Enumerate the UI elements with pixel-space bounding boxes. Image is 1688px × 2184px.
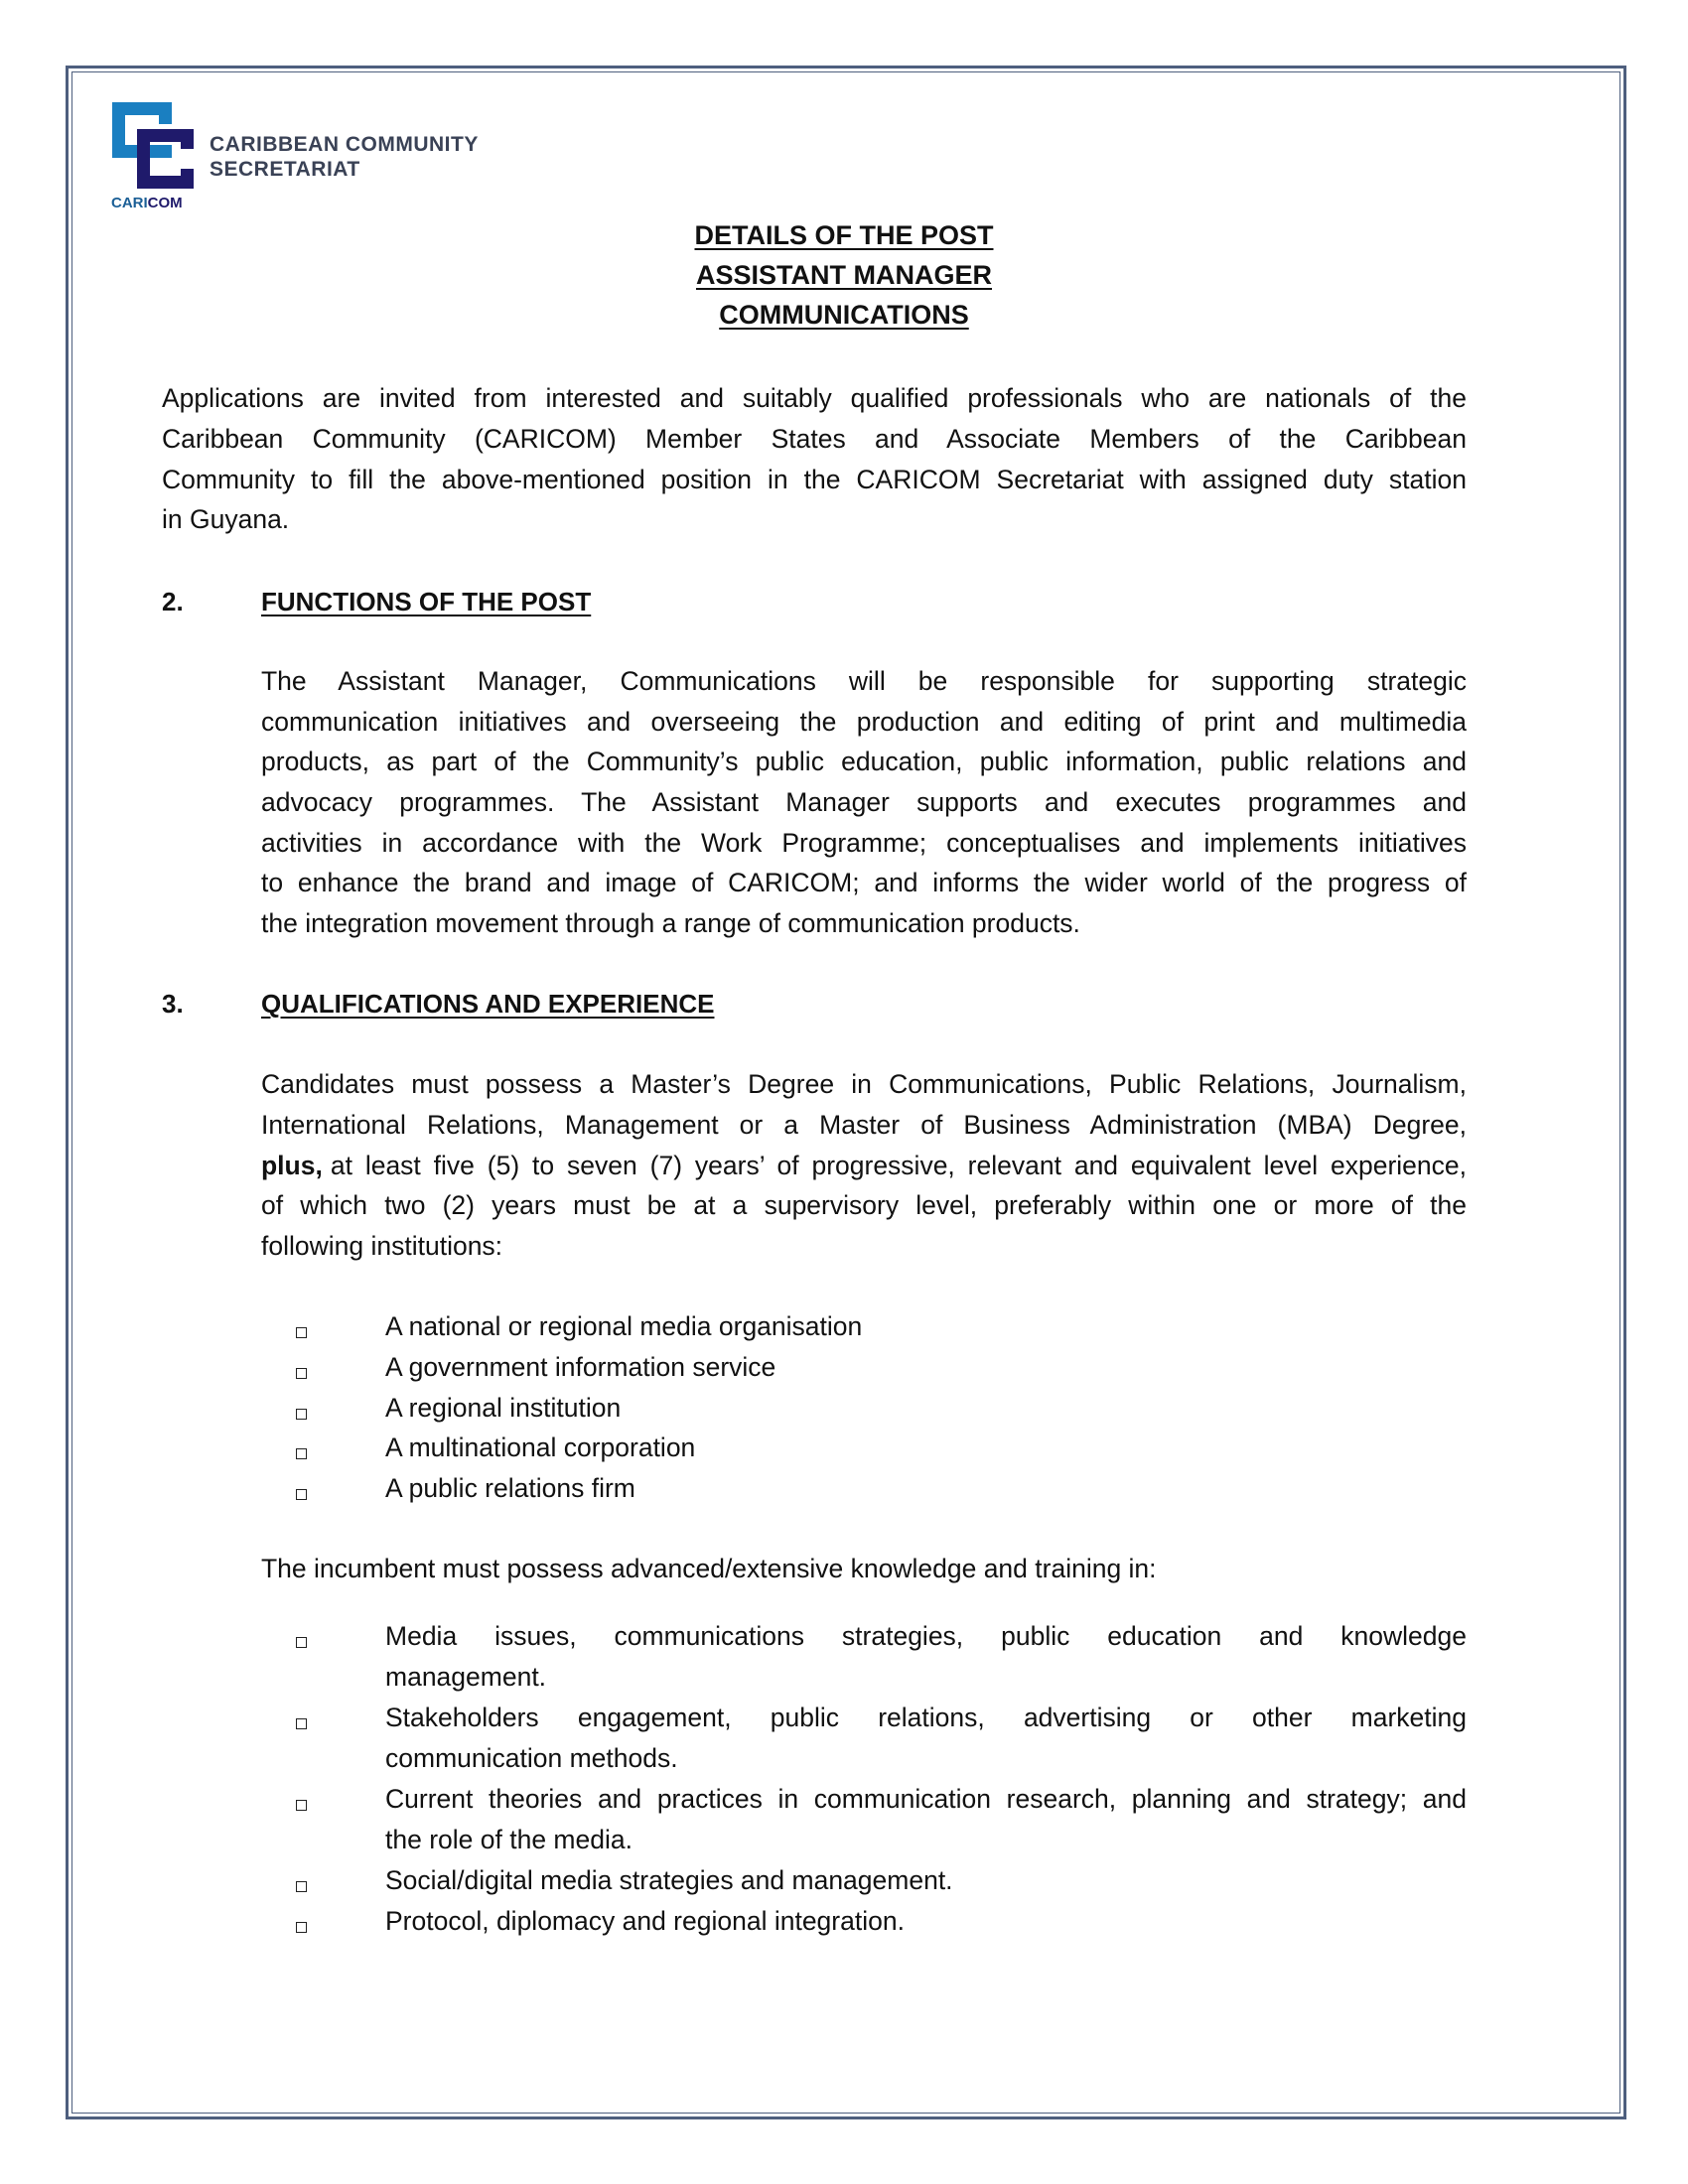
- logo-caricom-text: CARICOM: [111, 195, 183, 211]
- institution-item: A regional institution: [385, 1393, 622, 1423]
- qualifications-line: following institutions:: [261, 1231, 503, 1261]
- functions-line: The Assistant Manager, Communications will be responsible for supporting strategic: [261, 666, 1467, 696]
- knowledge-item: Media issues, communications strategies, public education and knowledge: [385, 1621, 1467, 1651]
- institution-item: A national or regional media organisation: [385, 1311, 863, 1341]
- bullet-box-icon: [296, 1922, 307, 1933]
- org-name-line2: SECRETARIAT: [210, 158, 360, 181]
- institution-item: A public relations firm: [385, 1473, 635, 1503]
- intro-line: Caribbean Community (CARICOM) Member States and Associate Members of the Caribbean: [162, 424, 1467, 454]
- logo-c-dark-end-top: [181, 129, 194, 149]
- plus-emphasis: plus,: [261, 1151, 323, 1180]
- functions-line: the integration movement through a range of communication products.: [261, 908, 1080, 938]
- knowledge-item: Protocol, diplomacy and regional integration.: [385, 1906, 905, 1936]
- knowledge-item: Stakeholders engagement, public relations, advertising or other marketing: [385, 1703, 1467, 1732]
- knowledge-item-cont: management.: [385, 1662, 547, 1692]
- title-line-2: ASSISTANT MANAGER: [695, 260, 992, 290]
- institution-item: A government information service: [385, 1352, 776, 1382]
- bullet-box-icon: [296, 1448, 307, 1459]
- title-line-3: COMMUNICATIONS: [719, 300, 969, 330]
- qualifications-line: [261, 1150, 1467, 1181]
- title-line-1: DETAILS OF THE POST: [694, 220, 994, 250]
- caricom-logo: [104, 97, 561, 214]
- org-name-line1: CARIBBEAN COMMUNITY: [210, 133, 479, 156]
- logo-org-name: [210, 132, 479, 182]
- bullet-box-icon: [296, 1409, 307, 1420]
- functions-line: activities in accordance with the Work Programme; conceptualises and implements initiatives: [261, 828, 1467, 858]
- qualifications-line: of which two (2) years must be at a supervisory level, preferably within one or more of the: [261, 1190, 1467, 1220]
- section-2-heading: FUNCTIONS OF THE POST: [261, 587, 592, 616]
- intro-line: Applications are invited from interested and suitably qualified professionals who are nationals of the: [162, 383, 1467, 413]
- logo-c-light-end: [159, 102, 172, 124]
- bullet-box-icon: [296, 1637, 307, 1648]
- section-2-number: 2.: [162, 587, 184, 616]
- knowledge-item-cont: communication methods.: [385, 1743, 678, 1773]
- bullet-box-icon: [296, 1800, 307, 1811]
- bullet-box-icon: [296, 1489, 307, 1500]
- functions-line: communication initiatives and overseeing the production and editing of print and multimedia: [261, 707, 1467, 737]
- qualifications-line: Candidates must possess a Master’s Degree in Communications, Public Relations, Journalism,: [261, 1069, 1467, 1099]
- knowledge-item: Current theories and practices in communication research, planning and strategy; and: [385, 1784, 1467, 1814]
- knowledge-intro: The incumbent must possess advanced/extensive knowledge and training in:: [261, 1554, 1157, 1583]
- functions-line: advocacy programmes. The Assistant Manager supports and executes programmes and: [261, 787, 1467, 817]
- knowledge-item: Social/digital media strategies and management.: [385, 1865, 953, 1895]
- qualifications-line-text: at least five (5) to seven (7) years’ of progressive, relevant and equivalent level experience,: [330, 1151, 1467, 1180]
- functions-line: products, as part of the Community’s public education, public information, public relations and: [261, 747, 1467, 776]
- functions-line: to enhance the brand and image of CARICOM; and informs the wider world of the progress of: [261, 868, 1467, 897]
- knowledge-item-cont: the role of the media.: [385, 1825, 633, 1854]
- institution-item: A multinational corporation: [385, 1433, 696, 1462]
- bullet-box-icon: [296, 1718, 307, 1729]
- intro-line: Community to fill the above-mentioned position in the CARICOM Secretariat with assigned duty station: [162, 465, 1467, 494]
- section-3-heading: QUALIFICATIONS AND EXPERIENCE: [261, 989, 715, 1019]
- bullet-box-icon: [296, 1327, 307, 1338]
- section-3-number: 3.: [162, 989, 184, 1019]
- intro-line: in Guyana.: [162, 504, 290, 534]
- bullet-box-icon: [296, 1881, 307, 1892]
- bullet-box-icon: [296, 1368, 307, 1379]
- qualifications-line: International Relations, Management or a Master of Business Administration (MBA) Degree,: [261, 1110, 1467, 1140]
- logo-c-dark-end-bottom: [181, 169, 194, 189]
